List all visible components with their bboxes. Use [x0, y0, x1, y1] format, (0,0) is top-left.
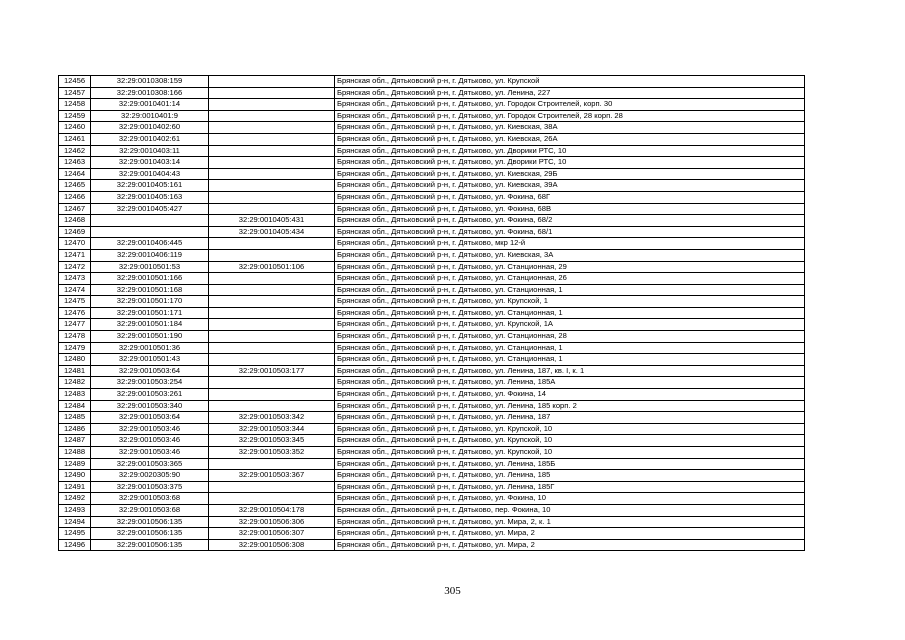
row-number-cell: 12484 [59, 400, 91, 412]
address-cell: Брянская обл., Дятьковский р-н, г. Дятьково, ул. Мира, 2 [335, 528, 805, 540]
table-body [59, 76, 805, 551]
address-cell: Брянская обл., Дятьковский р-н, г. Дятьково, ул. Станционная, 26 [335, 273, 805, 285]
row-number-cell: 12479 [59, 342, 91, 354]
table-row [59, 528, 805, 540]
address-cell: Брянская обл., Дятьковский р-н, г. Дятьково, ул. Киевская, 39А [335, 180, 805, 192]
table-row [59, 122, 805, 134]
land-cadastral-number-cell: 32:29:0010405:161 [91, 180, 209, 192]
row-number-cell: 12456 [59, 76, 91, 88]
address-cell: Брянская обл., Дятьковский р-н, г. Дятьково, ул. Фокина, 68Г [335, 191, 805, 203]
land-cadastral-number-cell: 32:29:0010308:166 [91, 87, 209, 99]
row-number-cell: 12494 [59, 516, 91, 528]
table-row [59, 133, 805, 145]
table-row [59, 389, 805, 401]
row-number-cell: 12492 [59, 493, 91, 505]
address-cell: Брянская обл., Дятьковский р-н, г. Дятьково, ул. Станционная, 1 [335, 342, 805, 354]
object-cadastral-number-cell [209, 168, 335, 180]
land-cadastral-number-cell: 32:29:0010501:171 [91, 307, 209, 319]
table-row [59, 412, 805, 424]
address-cell: Брянская обл., Дятьковский р-н, г. Дятьково, ул. Ленина, 187, кв. I, к. 1 [335, 365, 805, 377]
object-cadastral-number-cell [209, 377, 335, 389]
land-cadastral-number-cell: 32:29:0010506:135 [91, 539, 209, 551]
land-cadastral-number-cell: 32:29:0010503:46 [91, 447, 209, 459]
table-row [59, 191, 805, 203]
address-cell: Брянская обл., Дятьковский р-н, г. Дятьково, ул. Ленина, 185Б [335, 458, 805, 470]
object-cadastral-number-cell: 32:29:0010503:177 [209, 365, 335, 377]
row-number-cell: 12467 [59, 203, 91, 215]
table-row [59, 203, 805, 215]
address-cell: Брянская обл., Дятьковский р-н, г. Дятьково, мкр 12-й [335, 238, 805, 250]
table-row [59, 516, 805, 528]
address-cell: Брянская обл., Дятьковский р-н, г. Дятьково, ул. Городок Строителей, 28 корп. 28 [335, 110, 805, 122]
object-cadastral-number-cell [209, 284, 335, 296]
table-row [59, 99, 805, 111]
row-number-cell: 12464 [59, 168, 91, 180]
object-cadastral-number-cell [209, 122, 335, 134]
land-cadastral-number-cell: 32:29:0010402:61 [91, 133, 209, 145]
address-cell: Брянская обл., Дятьковский р-н, г. Дятьково, ул. Мира, 2 [335, 539, 805, 551]
table-row [59, 284, 805, 296]
table-row [59, 168, 805, 180]
table-row [59, 319, 805, 331]
table-row [59, 331, 805, 343]
land-cadastral-number-cell: 32:29:0010404:43 [91, 168, 209, 180]
object-cadastral-number-cell [209, 458, 335, 470]
object-cadastral-number-cell [209, 249, 335, 261]
object-cadastral-number-cell: 32:29:0010506:306 [209, 516, 335, 528]
row-number-cell: 12478 [59, 331, 91, 343]
address-cell: Брянская обл., Дятьковский р-н, г. Дятьково, ул. Дворики РТС, 10 [335, 145, 805, 157]
land-cadastral-number-cell: 32:29:0010506:135 [91, 516, 209, 528]
land-cadastral-number-cell: 32:29:0010503:68 [91, 493, 209, 505]
row-number-cell: 12474 [59, 284, 91, 296]
table-row [59, 458, 805, 470]
row-number-cell: 12457 [59, 87, 91, 99]
address-cell: Брянская обл., Дятьковский р-н, г. Дятьково, ул. Станционная, 29 [335, 261, 805, 273]
land-cadastral-number-cell: 32:29:0010405:163 [91, 191, 209, 203]
table-row [59, 365, 805, 377]
address-cell: Брянская обл., Дятьковский р-н, г. Дятьково, ул. Станционная, 28 [335, 331, 805, 343]
land-cadastral-number-cell: 32:29:0010501:36 [91, 342, 209, 354]
address-cell: Брянская обл., Дятьковский р-н, г. Дятьково, ул. Киевская, 3А [335, 249, 805, 261]
row-number-cell: 12481 [59, 365, 91, 377]
object-cadastral-number-cell [209, 389, 335, 401]
table-row [59, 180, 805, 192]
row-number-cell: 12473 [59, 273, 91, 285]
land-cadastral-number-cell: 32:29:0010506:135 [91, 528, 209, 540]
land-cadastral-number-cell: 32:29:0010503:46 [91, 435, 209, 447]
land-cadastral-number-cell: 32:29:0010503:375 [91, 481, 209, 493]
land-cadastral-number-cell: 32:29:0010503:64 [91, 412, 209, 424]
row-number-cell: 12475 [59, 296, 91, 308]
object-cadastral-number-cell: 32:29:0010503:367 [209, 470, 335, 482]
object-cadastral-number-cell [209, 400, 335, 412]
land-cadastral-number-cell: 32:29:0010401:14 [91, 99, 209, 111]
row-number-cell: 12480 [59, 354, 91, 366]
land-cadastral-number-cell: 32:29:0010406:445 [91, 238, 209, 250]
address-cell: Брянская обл., Дятьковский р-н, г. Дятьково, ул. Дворики РТС, 10 [335, 157, 805, 169]
land-cadastral-number-cell: 32:29:0010501:184 [91, 319, 209, 331]
object-cadastral-number-cell: 32:29:0010503:352 [209, 447, 335, 459]
address-cell: Брянская обл., Дятьковский р-н, г. Дятьково, ул. Крупской, 10 [335, 447, 805, 459]
row-number-cell: 12496 [59, 539, 91, 551]
object-cadastral-number-cell [209, 273, 335, 285]
address-registry-table [58, 75, 805, 551]
object-cadastral-number-cell: 32:29:0010504:178 [209, 504, 335, 516]
object-cadastral-number-cell: 32:29:0010501:106 [209, 261, 335, 273]
object-cadastral-number-cell [209, 191, 335, 203]
land-cadastral-number-cell: 32:29:0010503:46 [91, 423, 209, 435]
table-row [59, 145, 805, 157]
object-cadastral-number-cell: 32:29:0010503:344 [209, 423, 335, 435]
object-cadastral-number-cell [209, 203, 335, 215]
table-row [59, 238, 805, 250]
row-number-cell: 12472 [59, 261, 91, 273]
land-cadastral-number-cell: 32:29:0010501:168 [91, 284, 209, 296]
object-cadastral-number-cell [209, 157, 335, 169]
row-number-cell: 12463 [59, 157, 91, 169]
table-row [59, 435, 805, 447]
object-cadastral-number-cell: 32:29:0010503:345 [209, 435, 335, 447]
object-cadastral-number-cell: 32:29:0010506:308 [209, 539, 335, 551]
table-row [59, 481, 805, 493]
land-cadastral-number-cell: 32:29:0010403:11 [91, 145, 209, 157]
land-cadastral-number-cell: 32:29:0010503:261 [91, 389, 209, 401]
table-row [59, 76, 805, 88]
row-number-cell: 12487 [59, 435, 91, 447]
land-cadastral-number-cell: 32:29:0010405:427 [91, 203, 209, 215]
table-row [59, 354, 805, 366]
object-cadastral-number-cell [209, 238, 335, 250]
address-cell: Брянская обл., Дятьковский р-н, г. Дятьково, ул. Крупской, 1А [335, 319, 805, 331]
land-cadastral-number-cell: 32:29:0010403:14 [91, 157, 209, 169]
row-number-cell: 12486 [59, 423, 91, 435]
table-row [59, 423, 805, 435]
address-cell: Брянская обл., Дятьковский р-н, г. Дятьково, ул. Городок Строителей, корп. 30 [335, 99, 805, 111]
address-cell: Брянская обл., Дятьковский р-н, г. Дятьково, ул. Фокина, 68/1 [335, 226, 805, 238]
table-row [59, 504, 805, 516]
row-number-cell: 12471 [59, 249, 91, 261]
address-cell: Брянская обл., Дятьковский р-н, г. Дятьково, ул. Станционная, 1 [335, 284, 805, 296]
row-number-cell: 12462 [59, 145, 91, 157]
address-cell: Брянская обл., Дятьковский р-н, г. Дятьково, ул. Ленина, 185Г [335, 481, 805, 493]
address-cell: Брянская обл., Дятьковский р-н, г. Дятьково, ул. Киевская, 29Б [335, 168, 805, 180]
object-cadastral-number-cell [209, 307, 335, 319]
object-cadastral-number-cell [209, 87, 335, 99]
address-cell: Брянская обл., Дятьковский р-н, г. Дятьково, ул. Станционная, 1 [335, 354, 805, 366]
object-cadastral-number-cell [209, 331, 335, 343]
address-cell: Брянская обл., Дятьковский р-н, г. Дятьково, ул. Крупской, 10 [335, 435, 805, 447]
land-cadastral-number-cell: 32:29:0010503:64 [91, 365, 209, 377]
row-number-cell: 12476 [59, 307, 91, 319]
row-number-cell: 12458 [59, 99, 91, 111]
land-cadastral-number-cell: 32:29:0010501:166 [91, 273, 209, 285]
row-number-cell: 12460 [59, 122, 91, 134]
address-cell: Брянская обл., Дятьковский р-н, г. Дятьково, ул. Ленина, 227 [335, 87, 805, 99]
land-cadastral-number-cell: 32:29:0010503:254 [91, 377, 209, 389]
object-cadastral-number-cell: 32:29:0010503:342 [209, 412, 335, 424]
land-cadastral-number-cell [91, 226, 209, 238]
land-cadastral-number-cell: 32:29:0020305:90 [91, 470, 209, 482]
address-cell: Брянская обл., Дятьковский р-н, г. Дятьково, ул. Ленина, 185 [335, 470, 805, 482]
land-cadastral-number-cell: 32:29:0010503:340 [91, 400, 209, 412]
object-cadastral-number-cell [209, 342, 335, 354]
land-cadastral-number-cell: 32:29:0010406:119 [91, 249, 209, 261]
row-number-cell: 12493 [59, 504, 91, 516]
address-cell: Брянская обл., Дятьковский р-н, г. Дятьково, ул. Крупской [335, 76, 805, 88]
object-cadastral-number-cell [209, 180, 335, 192]
address-cell: Брянская обл., Дятьковский р-н, г. Дятьково, ул. Ленина, 185А [335, 377, 805, 389]
object-cadastral-number-cell [209, 110, 335, 122]
row-number-cell: 12488 [59, 447, 91, 459]
object-cadastral-number-cell [209, 481, 335, 493]
address-cell: Брянская обл., Дятьковский р-н, г. Дятьково, ул. Фокина, 68/2 [335, 215, 805, 227]
row-number-cell: 12482 [59, 377, 91, 389]
object-cadastral-number-cell: 32:29:0010506:307 [209, 528, 335, 540]
object-cadastral-number-cell: 32:29:0010405:434 [209, 226, 335, 238]
table-row [59, 110, 805, 122]
table-row [59, 261, 805, 273]
row-number-cell: 12477 [59, 319, 91, 331]
row-number-cell: 12490 [59, 470, 91, 482]
row-number-cell: 12469 [59, 226, 91, 238]
table-row [59, 539, 805, 551]
table-row [59, 377, 805, 389]
table-row [59, 447, 805, 459]
row-number-cell: 12495 [59, 528, 91, 540]
table-row [59, 400, 805, 412]
address-cell: Брянская обл., Дятьковский р-н, г. Дятьково, ул. Ленина, 185 корп. 2 [335, 400, 805, 412]
object-cadastral-number-cell [209, 319, 335, 331]
land-cadastral-number-cell: 32:29:0010401:9 [91, 110, 209, 122]
address-cell: Брянская обл., Дятьковский р-н, г. Дятьково, ул. Фокина, 14 [335, 389, 805, 401]
address-cell: Брянская обл., Дятьковский р-н, г. Дятьково, ул. Киевская, 26А [335, 133, 805, 145]
table-row [59, 470, 805, 482]
land-cadastral-number-cell [91, 215, 209, 227]
table-row [59, 249, 805, 261]
row-number-cell: 12461 [59, 133, 91, 145]
address-cell: Брянская обл., Дятьковский р-н, г. Дятьково, пер. Фокина, 10 [335, 504, 805, 516]
land-cadastral-number-cell: 32:29:0010501:43 [91, 354, 209, 366]
address-cell: Брянская обл., Дятьковский р-н, г. Дятьково, ул. Фокина, 68В [335, 203, 805, 215]
land-cadastral-number-cell: 32:29:0010503:365 [91, 458, 209, 470]
address-cell: Брянская обл., Дятьковский р-н, г. Дятьково, ул. Ленина, 187 [335, 412, 805, 424]
object-cadastral-number-cell [209, 99, 335, 111]
object-cadastral-number-cell [209, 145, 335, 157]
land-cadastral-number-cell: 32:29:0010308:159 [91, 76, 209, 88]
row-number-cell: 12470 [59, 238, 91, 250]
address-cell: Брянская обл., Дятьковский р-н, г. Дятьково, ул. Фокина, 10 [335, 493, 805, 505]
address-cell: Брянская обл., Дятьковский р-н, г. Дятьково, ул. Мира, 2, к. 1 [335, 516, 805, 528]
object-cadastral-number-cell: 32:29:0010405:431 [209, 215, 335, 227]
address-cell: Брянская обл., Дятьковский р-н, г. Дятьково, ул. Крупской, 1 [335, 296, 805, 308]
page-number: 305 [444, 585, 461, 597]
row-number-cell: 12483 [59, 389, 91, 401]
object-cadastral-number-cell [209, 76, 335, 88]
table-row [59, 296, 805, 308]
row-number-cell: 12459 [59, 110, 91, 122]
row-number-cell: 12491 [59, 481, 91, 493]
row-number-cell: 12485 [59, 412, 91, 424]
address-cell: Брянская обл., Дятьковский р-н, г. Дятьково, ул. Станционная, 1 [335, 307, 805, 319]
land-cadastral-number-cell: 32:29:0010501:190 [91, 331, 209, 343]
table-row [59, 157, 805, 169]
table-row [59, 273, 805, 285]
address-cell: Брянская обл., Дятьковский р-н, г. Дятьково, ул. Крупской, 10 [335, 423, 805, 435]
table-row [59, 493, 805, 505]
row-number-cell: 12465 [59, 180, 91, 192]
object-cadastral-number-cell [209, 133, 335, 145]
land-cadastral-number-cell: 32:29:0010503:68 [91, 504, 209, 516]
land-cadastral-number-cell: 32:29:0010501:170 [91, 296, 209, 308]
land-cadastral-number-cell: 32:29:0010402:60 [91, 122, 209, 134]
table-row [59, 307, 805, 319]
table-row [59, 87, 805, 99]
object-cadastral-number-cell [209, 354, 335, 366]
table-row [59, 342, 805, 354]
address-cell: Брянская обл., Дятьковский р-н, г. Дятьково, ул. Киевская, 38А [335, 122, 805, 134]
land-cadastral-number-cell: 32:29:0010501:53 [91, 261, 209, 273]
table-row [59, 226, 805, 238]
object-cadastral-number-cell [209, 493, 335, 505]
row-number-cell: 12466 [59, 191, 91, 203]
object-cadastral-number-cell [209, 296, 335, 308]
table-row [59, 215, 805, 227]
row-number-cell: 12468 [59, 215, 91, 227]
row-number-cell: 12489 [59, 458, 91, 470]
